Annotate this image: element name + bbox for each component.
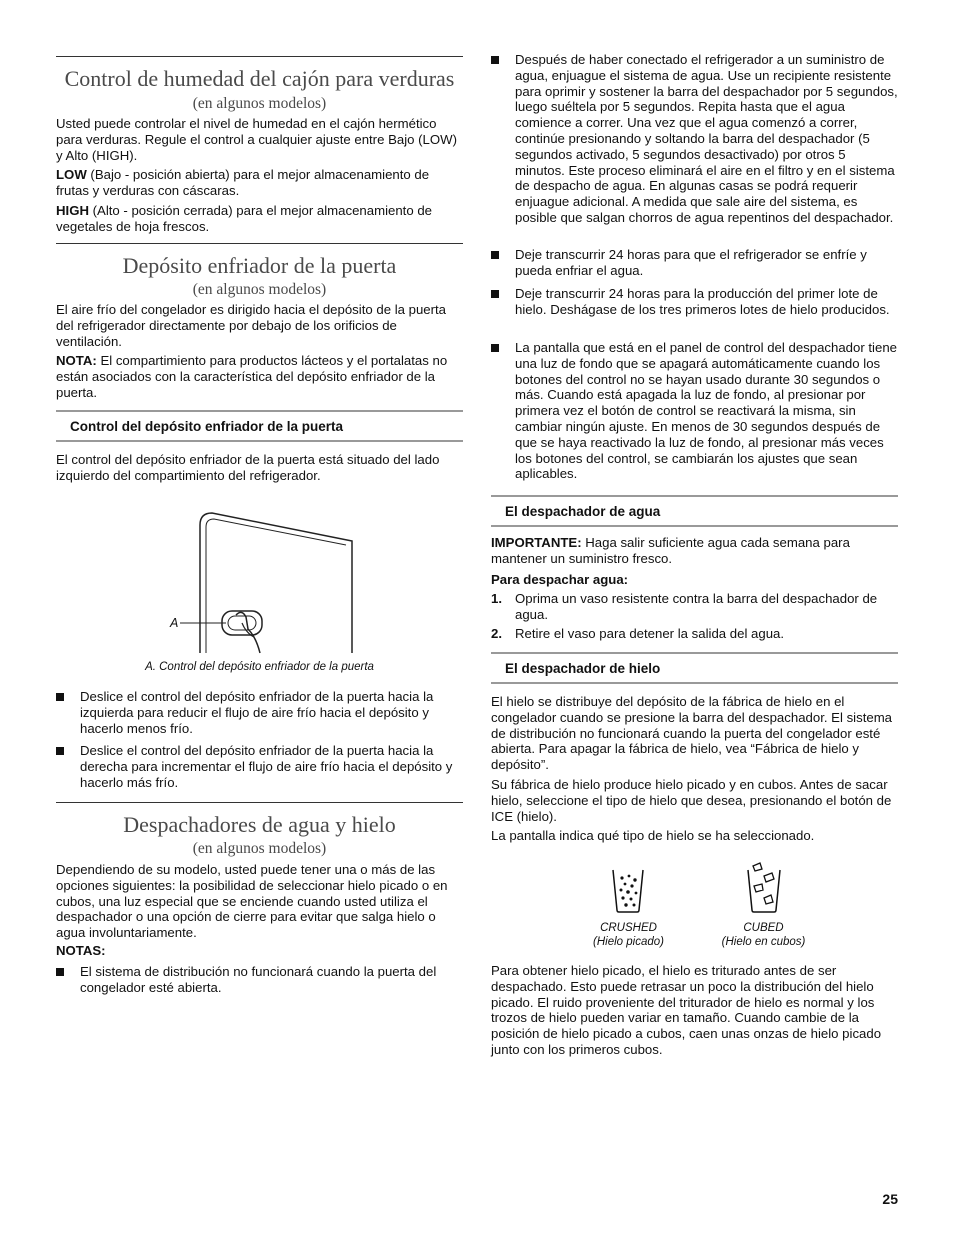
bullet-text: Después de haber conectado el refrigerador a un suministro de agua, enjuague el sistema de agua. Use un recipiente resistente para oprimir y sostener la barra del despachador por 5 segundos, luego suéltela por 5 segundos. Repita hasta que el agua comience a correr. Una vez que el agua comenzó a correr, continúe presionando y soltando la barra del despachador (5 segundos activado, 5 segundos desactivado) por otros 5 minutos. Este proceso eliminará el aire en el filtro y en el sistema de despacho de agua. En algunas casas se podrá requerir enjuague adicional. A medida que sale aire del sistema, es posible que salgan chorros de agua repentinos del despachador. <box>515 52 898 225</box>
crushed-label <box>576 921 681 949</box>
section-divider <box>56 56 463 57</box>
nota-text: El compartimiento para productos lácteos y el portalatas no están asociados con la característica del depósito enfriador de la puerta. <box>56 353 448 400</box>
control-heading: Control del depósito enfriador de la puerta <box>56 410 463 442</box>
list-item <box>56 743 463 790</box>
step-text: Oprima un vaso resistente contra la barra del despachador de agua. <box>515 591 878 622</box>
low-label: LOW <box>56 167 87 182</box>
bullet-text: Deslice el control del depósito enfriador de la puerta hacia la derecha para incrementar el flujo de aire frío hacia el depósito y hacerlo más frío. <box>80 743 453 790</box>
list-item <box>491 247 898 279</box>
high-label: HIGH <box>56 203 89 218</box>
section-divider <box>56 243 463 244</box>
list-item <box>491 52 898 226</box>
crushed-subtitle: (Hielo picado) <box>593 936 664 948</box>
section-divider <box>56 802 463 803</box>
cubed-ice-icon <box>746 862 782 914</box>
hielo-p1: El hielo se distribuye del depósito de la fábrica de hielo en el congelador cuando se presione la barra del despachador. El sistema de distribución no funcionará cuando la puerta del congelador esté abierta. Para apagar la fábrica de hielo, vea “Fábrica de hielo y depósito”. <box>491 694 893 773</box>
deposito-intro: El aire frío del congelador es dirigido hacia el depósito de la puerta del refrigerador directamente por debajo de los orificios de ventilación. <box>56 302 447 349</box>
cubed-title: CUBED <box>743 922 784 934</box>
step-number: 2. <box>491 626 502 641</box>
despachadores-intro: Dependiendo de su modelo, usted puede tener una o más de las opciones siguientes: la posibilidad de seleccionar hielo picado o en cubos, una luz especial que se enciende cuando usted utiliza el despachador o una opción de cierre para evitar que salga hielo o agua involuntariamente. <box>56 862 448 941</box>
imp-text: Haga salir suficiente agua cada semana para mantener un suministro fresco. <box>491 535 850 566</box>
low-text: (Bajo - posición abierta) para el mejor almacenamiento de frutas y verduras con cáscaras. <box>56 167 430 198</box>
control-text: El control del depósito enfriador de la puerta está situado del lado izquierdo del compartimiento del refrigerador. <box>56 452 440 483</box>
para-despachar-label <box>491 572 898 588</box>
bullet-square <box>56 693 64 701</box>
step-item <box>491 591 898 623</box>
list-item <box>56 689 463 736</box>
despachadores-subtitle: (en algunos modelos) <box>192 840 327 857</box>
humedad-low <box>56 167 463 199</box>
door-illustration <box>56 505 463 657</box>
deposito-nota <box>56 353 463 400</box>
deposito-subtitle: (en algunos modelos) <box>192 281 327 298</box>
hielo-p2: Su fábrica de hielo produce hielo picado y en cubos. Antes de sacar hielo, seleccione el tipo de hielo que desea, presionando el botón de ICE (hielo). <box>491 777 892 824</box>
hielo-heading: El despachador de hielo <box>491 652 898 684</box>
deposito-title: Depósito enfriador de la puerta <box>122 253 397 278</box>
humedad-title: Control de humedad del cajón para verduras <box>64 66 455 91</box>
figure-caption: A. Control del depósito enfriador de la puerta <box>145 661 374 673</box>
notas-label <box>56 943 463 959</box>
crushed-ice-icon <box>611 868 645 914</box>
step-item <box>491 626 898 642</box>
hielo-p3: La pantalla indica qué tipo de hielo se ha seleccionado. <box>491 828 815 843</box>
hielo-p4: Para obtener hielo picado, el hielo es triturado antes de ser despachado. Esto puede retrasar un poco la distribución del hielo picado. El ruido proveniente del triturador de hielo es normal y los trozos de hielo pueden variar en tamaño. Cuando cambie de la posición de hielo picado a cubos, caen unas onzas de hielo picado junto con los primeros cubos. <box>491 963 882 1057</box>
ice-icons <box>491 862 898 914</box>
step-text: Retire el vaso para detener la salida del agua. <box>515 626 785 641</box>
page-number: 25 <box>882 1191 898 1207</box>
despachadores-title: Despachadores de agua y hielo <box>123 812 396 837</box>
notas-label-text: NOTAS: <box>56 943 106 958</box>
figure-label-a: A <box>170 616 179 630</box>
imp-label: IMPORTANTE: <box>491 535 582 550</box>
bullet-square <box>56 747 64 755</box>
step-number: 1. <box>491 591 502 606</box>
bullet-text: La pantalla que está en el panel de control del despachador tiene una luz de fondo que se apagará automáticamente cuando los botones del control no se hayan usado durante 30 segundos o más. Cuando está apagada la luz de fondo, al presionar por primera vez el botón de control se reactivará la misma, sin cambiar ningún ajuste. En menos de 30 segundos después de que se haya reactivado la luz de fondo, al presionar más veces los botones del control, se cambiarán los ajustes que sean aplicables. <box>515 340 897 482</box>
humedad-high <box>56 203 463 235</box>
bullet-text: Deslice el control del depósito enfriador de la puerta hacia la izquierda para reducir el flujo de aire frío hacia el depósito y hacerlo menos frío. <box>80 689 434 736</box>
cubed-subtitle: (Hielo en cubos) <box>721 936 806 948</box>
bullet-text: El sistema de distribución no funcionará cuando la puerta del congelador esté abierta. <box>80 964 437 995</box>
bullet-square <box>491 290 499 298</box>
bullet-text: Deje transcurrir 24 horas para la producción del primer lote de hielo. Deshágase de los tres primeros lotes de hielo producidos. <box>515 286 890 317</box>
bullet-text: Deje transcurrir 24 horas para que el refrigerador se enfríe y pueda enfriar el agua. <box>515 247 867 278</box>
bullet-square <box>491 56 499 64</box>
cubed-label <box>711 921 816 949</box>
list-item <box>491 340 898 482</box>
list-item <box>491 286 898 318</box>
para-label-text: Para despachar agua: <box>491 572 629 587</box>
humedad-subtitle: (en algunos modelos) <box>192 95 327 112</box>
high-text: (Alto - posición cerrada) para el mejor almacenamiento de vegetales de hoja frescos. <box>56 203 433 234</box>
bullet-square <box>56 968 64 976</box>
crushed-title: CRUSHED <box>600 922 657 934</box>
nota-label: NOTA: <box>56 353 97 368</box>
humedad-intro: Usted puede controlar el nivel de humedad en el cajón hermético para verduras. Regule el control a cualquier ajuste entre Bajo (LOW) y Alto (HIGH). <box>56 116 457 163</box>
door-control-figure <box>56 505 463 657</box>
bullet-square <box>491 344 499 352</box>
bullet-square <box>491 251 499 259</box>
agua-importante <box>491 535 898 567</box>
list-item <box>56 964 463 996</box>
agua-heading: El despachador de agua <box>491 495 898 527</box>
